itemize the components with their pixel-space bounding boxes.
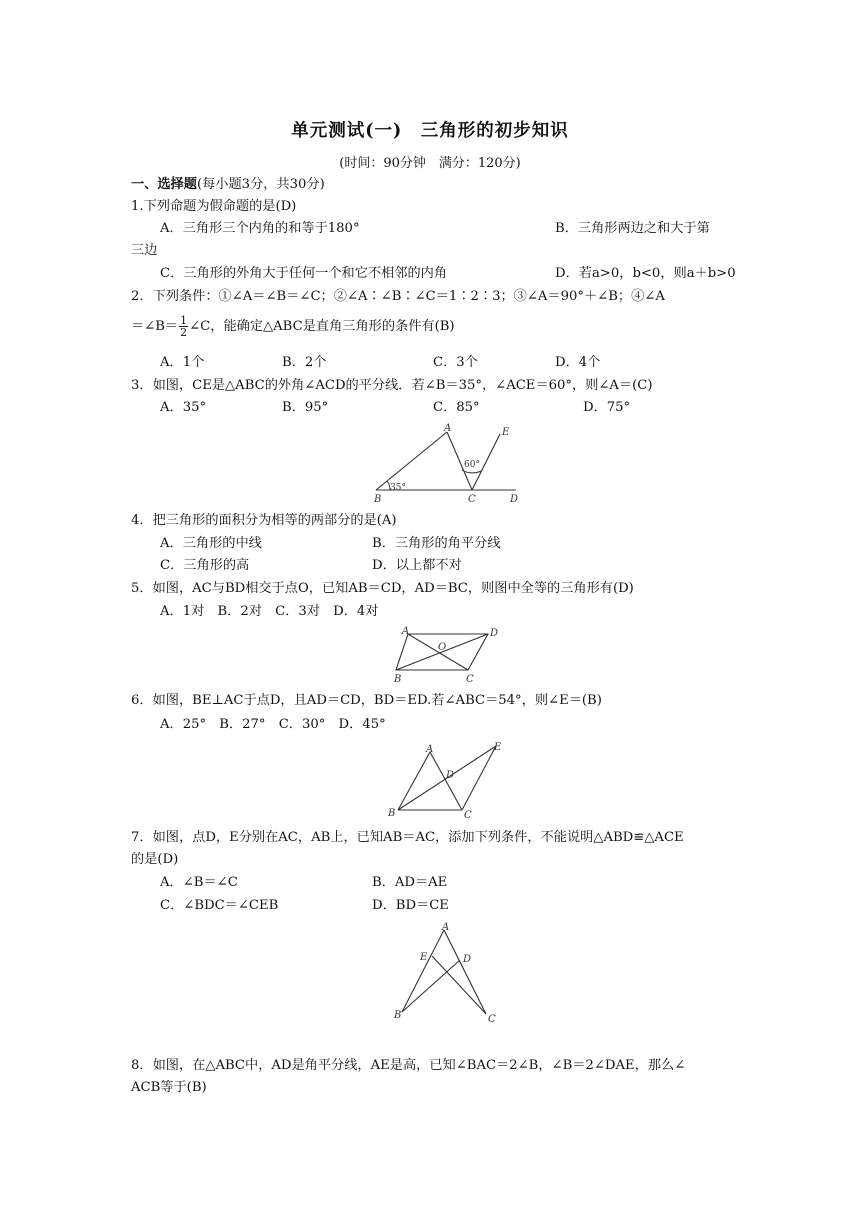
q4-stem: 4．把三角形的面积分为相等的两部分的是(A)	[131, 513, 397, 528]
q3-figure	[360, 420, 530, 510]
label-d: D	[510, 494, 519, 505]
label-c: C	[464, 810, 472, 821]
label-e: E	[420, 952, 428, 963]
q6-options: A．25° B．27° C．30° D．45°	[160, 717, 386, 732]
q3-option-d: D．75°	[583, 400, 631, 415]
page-title: 单元测试(一) 三角形的初步知识	[291, 121, 569, 141]
q1-option-c: C．三角形的外角大于任何一个和它不相邻的内角	[160, 266, 448, 281]
q1-option-b: B．三角形两边之和大于第	[555, 221, 710, 236]
q7-option-b: B．AD＝AE	[372, 875, 448, 890]
q7-option-d: D．BD＝CE	[372, 898, 449, 913]
q1-stem: 1.下列命题为假命题的是(D)	[131, 199, 297, 214]
q1-option-b-cont: 三边	[131, 243, 158, 258]
q7-option-c: C．∠BDC＝∠CEB	[160, 898, 279, 913]
label-a: A	[442, 922, 450, 933]
label-a: A	[402, 626, 410, 637]
q2-line2-end: ∠C，能确定△ABC是直角三角形的条件有(B)	[189, 319, 455, 334]
label-b: B	[394, 674, 402, 685]
label-b: B	[388, 808, 396, 819]
q6-figure	[382, 736, 512, 822]
q8-line2: ACB等于(B)	[131, 1080, 207, 1095]
label-o: O	[438, 642, 447, 653]
label-a: A	[426, 744, 434, 755]
q5-options: A．1对 B．2对 C．3对 D．4对	[160, 604, 379, 619]
label-e: E	[502, 427, 510, 438]
fraction-numerator: 1	[180, 314, 188, 327]
section-rest: (每小题3分，共30分)	[196, 177, 325, 192]
q1-option-a: A．三角形三个内角的和等于180°	[160, 221, 360, 236]
q3-option-c: C．85°	[433, 400, 480, 415]
q3-option-b: B．95°	[282, 400, 329, 415]
q6-stem: 6．如图，BE⊥AC于点D，且AD＝CD，BD＝ED.若∠ABC＝54°，则∠E＝(B)	[131, 693, 602, 708]
q5-figure	[390, 624, 510, 684]
label-c: C	[468, 494, 476, 505]
label-e: E	[494, 742, 502, 753]
label-c: C	[466, 674, 474, 685]
q3-stem: 3．如图，CE是△ABC的外角∠ACD的平分线．若∠B＝35°，∠ACE＝60°，则∠A＝(C)	[131, 378, 653, 393]
fraction	[179, 315, 188, 338]
q5-stem: 5．如图，AC与BD相交于点O，已知AB＝CD，AD＝BC，则图中全等的三角形有(D)	[131, 581, 634, 596]
section-head: 一、选择题	[131, 177, 197, 192]
q2-line2-start: ＝∠B＝	[131, 319, 179, 334]
q7-figure	[388, 920, 508, 1026]
q4-option-d: D．以上都不对	[372, 558, 462, 573]
label-b: B	[394, 1010, 402, 1021]
q8-line1: 8．如图，在△ABC中，AD是角平分线，AE是高，已知∠BAC＝2∠B，∠B＝2∠DAE，那么∠	[131, 1058, 686, 1073]
q7-line2: 的是(D)	[131, 852, 179, 867]
q2-option-a: A．1个	[160, 355, 205, 370]
q4-option-a: A．三角形的中线	[160, 536, 262, 551]
label-b: B	[374, 494, 382, 505]
q7-line1: 7．如图，点D，E分别在AC，AB上，已知AB＝AC，添加下列条件，不能说明△ABD≌△ACE	[131, 830, 684, 845]
angle-35-label: 35°	[390, 483, 406, 493]
page-subtitle: (时间：90分钟 满分：120分)	[339, 156, 521, 171]
q4-option-c: C．三角形的高	[160, 558, 250, 573]
fraction-denominator: 2	[180, 326, 188, 339]
q7-option-a: A．∠B＝∠C	[160, 875, 238, 890]
label-a: A	[444, 423, 452, 434]
label-d: D	[490, 628, 499, 639]
label-d: D	[446, 770, 455, 781]
q3-option-a: A．35°	[160, 400, 207, 415]
q2-line1: 2．下列条件：①∠A＝∠B＝∠C；②∠A∶∠B∶∠C＝1∶2∶3；③∠A＝90°＋∠B；④∠A	[131, 289, 665, 304]
q2-line2	[131, 315, 455, 338]
section-heading	[131, 176, 325, 194]
q1-option-d: D．若a>0，b<0，则a＋b>0	[555, 266, 736, 281]
q2-option-b: B．2个	[282, 355, 327, 370]
q2-option-d: D．4个	[555, 355, 601, 370]
angle-60-label: 60°	[464, 460, 480, 470]
q4-option-b: B．三角形的角平分线	[372, 536, 501, 551]
label-d: D	[463, 954, 472, 965]
q2-option-c: C．3个	[433, 355, 478, 370]
label-c: C	[488, 1014, 496, 1025]
